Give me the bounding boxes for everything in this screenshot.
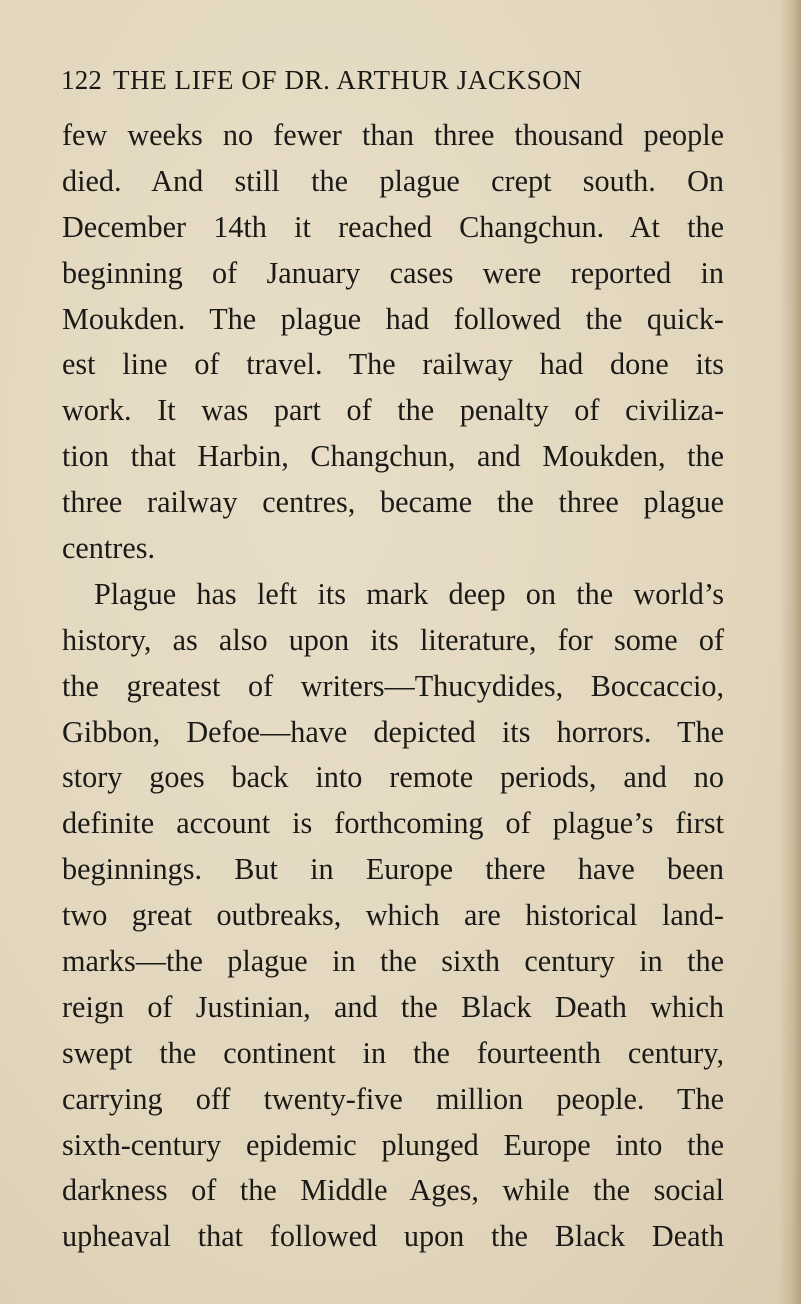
text-line: tion that Harbin, Changchun, and Moukden, the — [62, 439, 724, 474]
text-line: definite account is forthcoming of plague’s first — [62, 806, 724, 841]
text-line: beginning of January cases were reported in — [62, 255, 724, 290]
running-title: THE LIFE OF DR. ARTHUR JACKSON — [113, 65, 583, 95]
text-line: history, as also upon its literature, for some of — [62, 622, 724, 657]
text-line: Moukden. The plague had followed the quick- — [62, 301, 724, 336]
text-line: est line of travel. The railway had done its — [62, 347, 724, 382]
text-line: work. It was part of the penalty of civiliza- — [62, 393, 724, 428]
text-line: carrying off twenty-five million people. The — [62, 1081, 724, 1116]
text-line: few weeks no fewer than three thousand people — [62, 118, 724, 152]
paragraph-end-line: centres. — [62, 531, 156, 566]
text-line: died. And still the plague crept south. On — [62, 163, 724, 198]
text-line: two great outbreaks, which are historical land- — [62, 898, 724, 933]
text-line: story goes back into remote periods, and no — [62, 760, 724, 795]
running-head — [61, 62, 721, 98]
text-line: marks—the plague in the sixth century in the — [62, 944, 724, 979]
text-line: three railway centres, became the three plague — [62, 485, 724, 520]
text-line: Gibbon, Defoe—have depicted its horrors. The — [62, 714, 724, 749]
text-line: darkness of the Middle Ages, while the social — [62, 1173, 724, 1208]
text-line: sixth-century epidemic plunged Europe into the — [62, 1127, 724, 1162]
body-text — [62, 113, 724, 1260]
text-line: the greatest of writers—Thucydides, Boccaccio, — [62, 668, 724, 703]
text-line: December 14th it reached Changchun. At the — [62, 209, 724, 244]
text-line: reign of Justinian, and the Black Death which — [62, 989, 724, 1024]
text-line: swept the continent in the fourteenth century, — [62, 1035, 724, 1070]
page-edge-shadow — [779, 0, 801, 1304]
paragraph-start-line: Plague has left its mark deep on the world’s — [94, 576, 724, 611]
page-number: 122 — [61, 65, 103, 95]
text-line: upheaval that followed upon the Black Death — [62, 1219, 724, 1254]
text-line: beginnings. But in Europe there have been — [62, 852, 724, 887]
